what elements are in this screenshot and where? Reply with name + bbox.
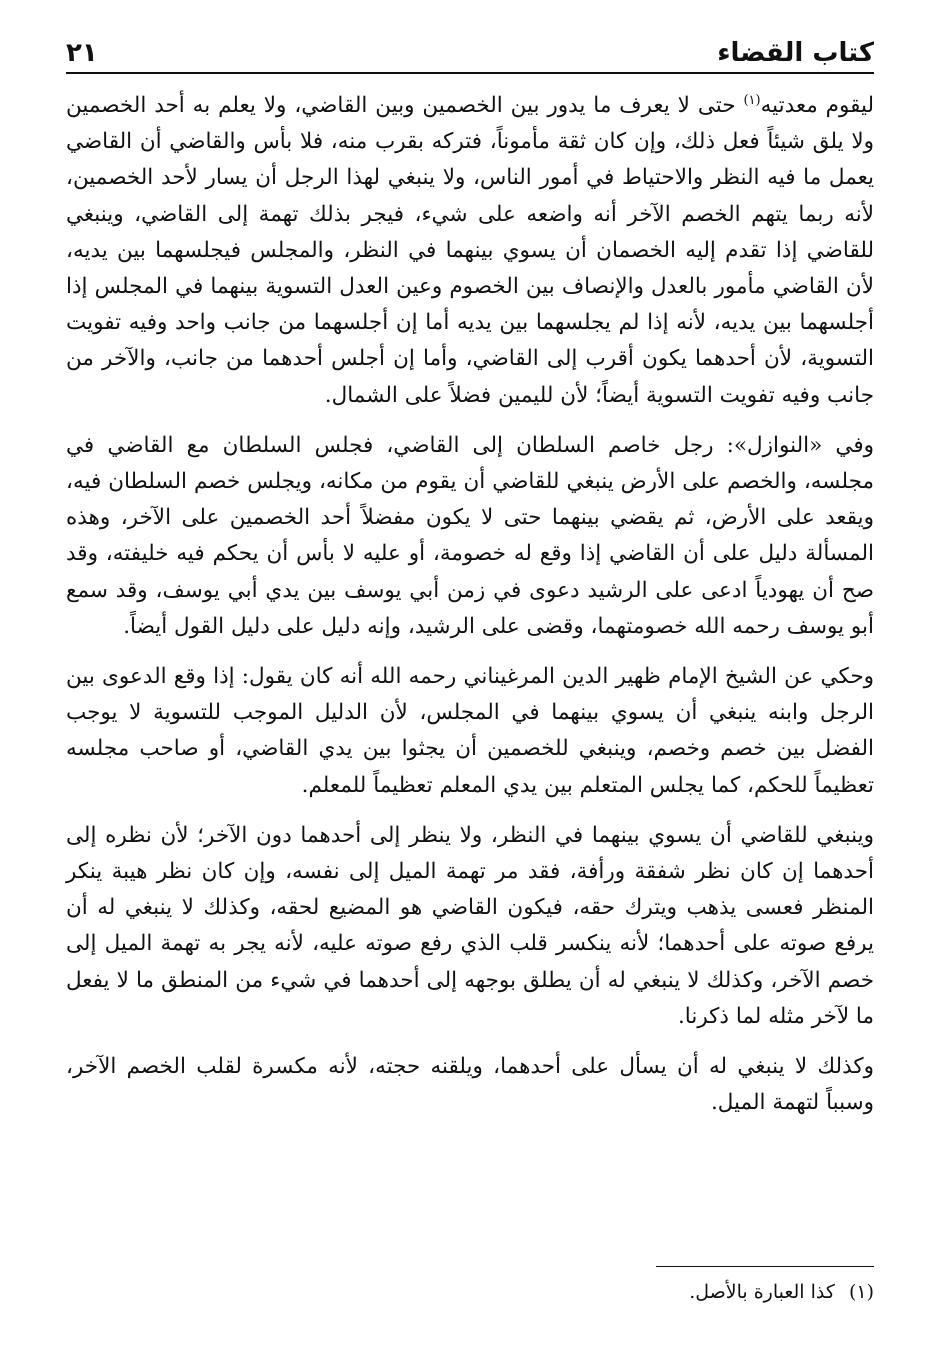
footnote-divider xyxy=(656,1266,874,1267)
footnote-text: كذا العبارة بالأصل. xyxy=(689,1281,835,1303)
main-text xyxy=(66,88,874,1121)
footnote-1 xyxy=(66,1279,874,1305)
paragraph-1 xyxy=(66,88,874,414)
running-header xyxy=(66,22,874,74)
paragraph-text: ليقوم معدتيه xyxy=(760,93,874,118)
paragraph-2: وفي «النوازل»: رجل خاصم السلطان إلى القاضي، فجلس السلطان مع القاضي في مجلسه، والخصم على الأرض ينبغي للقاضي أن يقوم من مكانه، ويجلس خصم السلطان فيه، ويقعد على الأرض، ثم يقضي بينهما حتى لا يكون مفضلاً أحد الخصمين على الآخر، وهذه المسألة دليل على أن القاضي إذا وقع له خصومة، أو عليه لا بأس أن يحكم فيه خليفته، وقد صح أن يهودياً ادعى على الرشيد دعوى في زمن أبي يوسف بين يدي أبي يوسف، وقد سمع أبو يوسف رحمه الله خصومتهما، وقضى على الرشيد، وإنه دليل على دليل القول أيضاً. xyxy=(66,432,874,639)
paragraph-text: حتى لا يعرف ما يدور بين الخصمين وبين القاضي، ولا يعلم به أحد الخصمين ولا يلق شيئاً فعل ذلك، وإن كان ثقة مأموناً، فتركه بقرب منه، فلا بأس والقاضي أن القاضي يعمل ما فيه النظر والاحتياط في أمور الناس، ولا ينبغي لهذا الرجل أن يسار لأحد الخصمين، لأنه ربما يتهم الخصم الآخر أنه واضعه على شيء، فيجر بذلك تهمة إلى القاضي، وينبغي للقاضي إذا تقدم إليه الخصمان أن يسوي بينهما في النظر، والمجلس فيجلسهما بين يديه، لأن القاضي مأمور بالعدل والإنصاف بين الخصوم وعين العدل التسوية بينهما في المجلس إذا أجلسهما بين يديه، لأنه إذا لم يجلسهما بين يديه أما إن أجلسهما من جانب واحد وفيه تفويت التسوية، لأن أحدهما يكون أقرب إلى القاضي، وأما إن أجلس أحدهما من جانب، والآخر من جانب وفيه تفويت التسوية أيضاً؛ لأن لليمين فضلاً على الشمال. xyxy=(66,93,874,408)
paragraph-4: وينبغي للقاضي أن يسوي بينهما في النظر، ولا ينظر إلى أحدهما دون الآخر؛ لأن نظره إلى أحدهما إن كان نظر شفقة ورأفة، فقد مر تهمة الميل إلى نفسه، وإن كان نظر هيبة ينكر المنظر فعسى يذهب ويترك حقه، فيكون القاضي هو المضيع لحقه، وكذلك لا ينبغي له أن يرفع صوته على أحدهما؛ لأنه ينكسر قلب الذي رفع صوته عليه، لأنه يجر به تهمة الميل إلى خصم الآخر، وكذلك لا ينبغي له أن يطلق بوجهه إلى أحدهما في شيء من المنطق ما لا يفعل ما لآخر مثله لما ذكرنا. xyxy=(66,822,874,1029)
footnote-number: (١) xyxy=(848,1281,874,1303)
footnotes-section xyxy=(66,1266,874,1305)
paragraph-5: وكذلك لا ينبغي له أن يسأل على أحدهما، ويلقنه حجته، لأنه مكسرة لقلب الخصم الآخر، وسبباً لتهمة الميل. xyxy=(66,1054,874,1116)
footnote-reference: (١) xyxy=(743,92,761,108)
book-title: كتاب القضاء xyxy=(717,38,874,68)
paragraph-3: وحكي عن الشيخ الإمام ظهير الدين المرغيناني رحمه الله أنه كان يقول: إذا وقع الدعوى بين الرجل وابنه ينبغي أن يسوي بينهما في المجلس، لأن الدليل الموجب للتسوية لا يوجب الفضل بين خصم وخصم، وينبغي للخصمين أن يجثوا بين يدي القاضي، أو صاحب مجلسه تعظيماً للحكم، كما يجلس المتعلم بين يدي المعلم تعظيماً للمعلم. xyxy=(66,664,874,798)
book-page xyxy=(66,22,874,1342)
page-number: ٢١ xyxy=(66,38,98,68)
